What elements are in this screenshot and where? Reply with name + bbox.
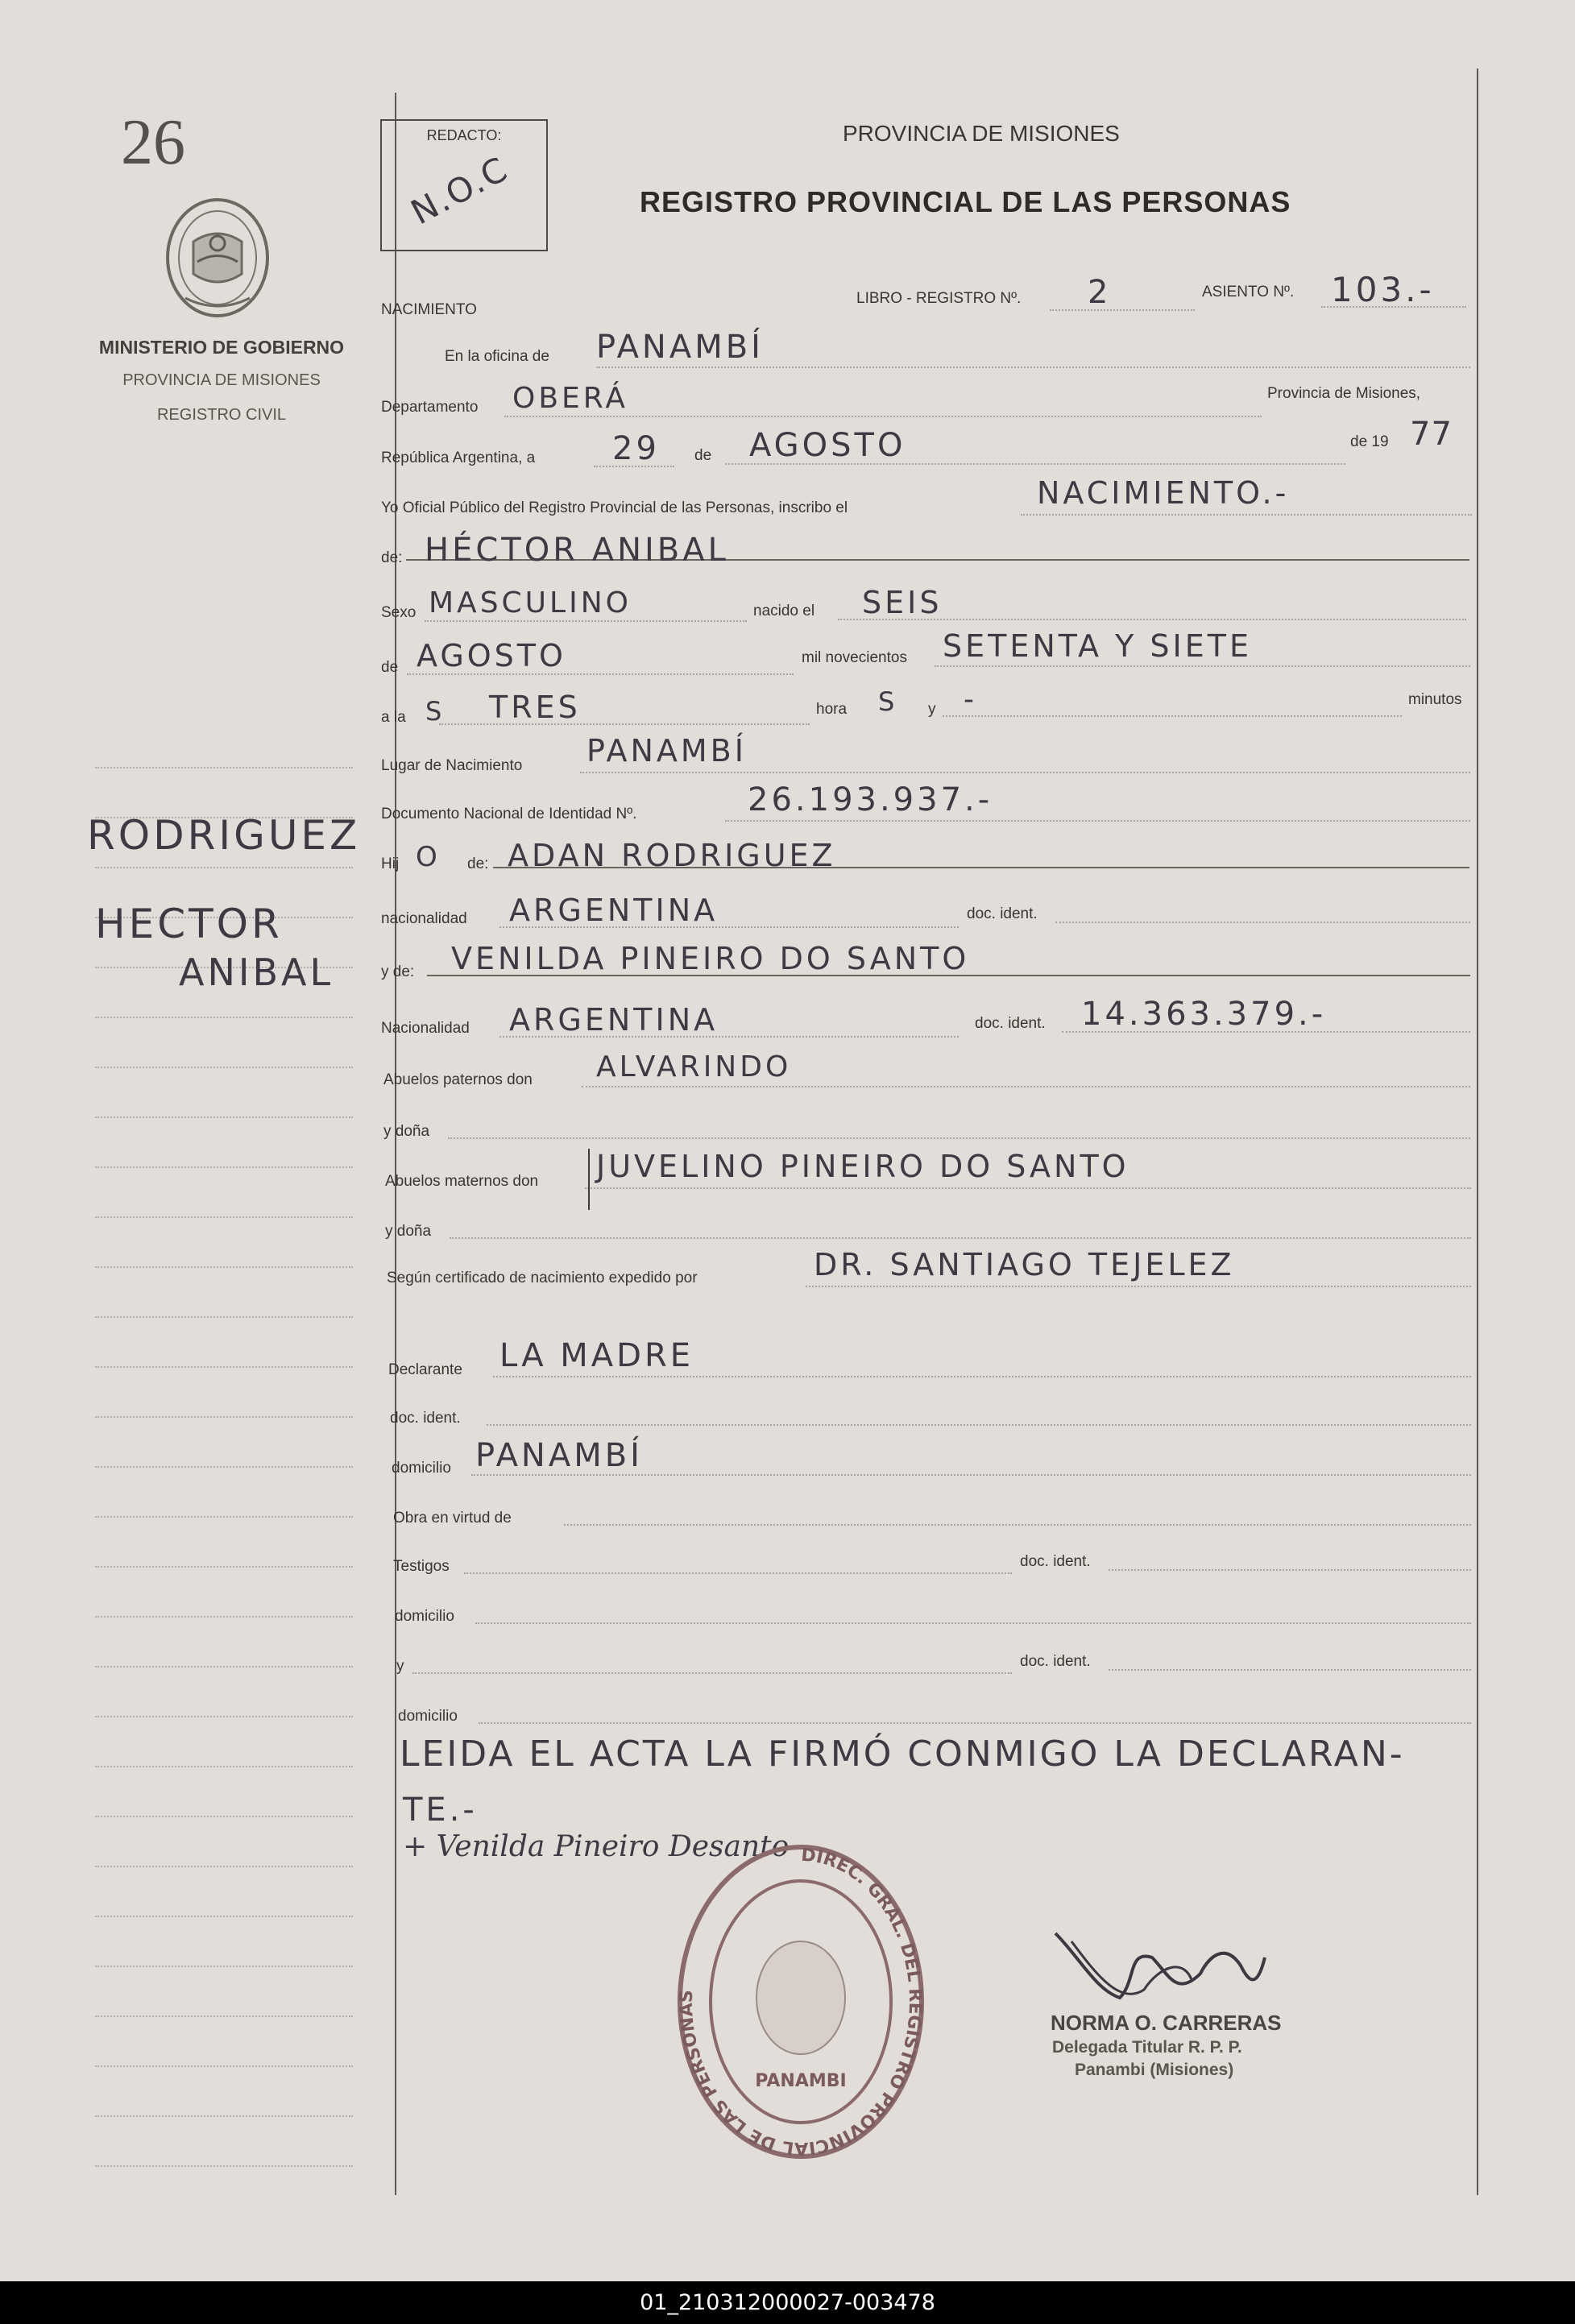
y-label: y [928, 701, 936, 718]
margin-dotted-line [95, 1816, 353, 1817]
madre-nacionalidad-label: Nacionalidad [381, 1020, 470, 1037]
declarant-signature: + Venilda Pineiro Desanto [403, 1830, 790, 1863]
dni-value: 26.193.937.- [748, 781, 993, 818]
margin-given-name-2: ANIBAL [179, 951, 334, 994]
margin-dotted-line [95, 2065, 353, 2067]
margin-given-name-1: HECTOR [95, 901, 283, 947]
stamp-center-text: PANAMBI [755, 2071, 847, 2091]
stamp-ring-text: DIREC. GRAL. DEL REGISTRO PROVINCIAL DE LAS PERSONAS [676, 1845, 926, 2159]
margin-dotted-line [95, 1116, 353, 1118]
mil-label: mil novecientos [802, 649, 907, 666]
right-border [1477, 68, 1478, 2195]
sexo-label: Sexo [381, 604, 417, 621]
y-de-label: y de: [381, 963, 415, 980]
coat-of-arms-seal-icon [161, 193, 274, 322]
alas-label: a la [381, 709, 406, 726]
oficina-label: En la oficina de [445, 348, 549, 365]
madre-doc-value: 14.363.379.- [1081, 996, 1327, 1033]
hijo-label: Hij [381, 855, 400, 872]
nombre-value: HÉCTOR ANIBAL [425, 532, 729, 569]
departamento-value: OBERÁ [512, 382, 628, 415]
oficina-value: PANAMBÍ [596, 329, 764, 366]
madre-nacionalidad-value: ARGENTINA [509, 1002, 719, 1038]
margin-dotted-line [95, 1067, 353, 1068]
redacto-box [380, 119, 548, 251]
certificado-label: Según certificado de nacimiento expedido por [387, 1270, 698, 1286]
horas-hand: S [878, 686, 898, 717]
minutos-label: minutos [1408, 691, 1462, 708]
margin-surname: RODRIGUEZ [87, 812, 361, 859]
declarante-value: LA MADRE [499, 1337, 694, 1374]
abuela-paterna-label: y doña [383, 1123, 430, 1140]
provincia-label: Provincia de Misiones, [1267, 385, 1421, 402]
margin-dotted-line [95, 1416, 353, 1418]
lugar-label: Lugar de Nacimiento [381, 757, 523, 774]
abuelos-paternos-label: Abuelos paternos don [383, 1071, 533, 1088]
testigo1-doc-ident-label: doc. ident. [1020, 1553, 1091, 1570]
margin-dotted-line [95, 867, 353, 868]
padre-doc-ident-label: doc. ident. [967, 905, 1038, 922]
margin-dotted-line [95, 1266, 353, 1268]
mil-value: SETENTA Y SIETE [943, 628, 1252, 664]
hijo-de-label: de: [467, 855, 489, 872]
horas-label: hora [816, 701, 848, 718]
nacido-label: nacido el [753, 603, 815, 619]
oficial-label: Yo Oficial Público del Registro Provincial de las Personas, inscribo el [381, 499, 848, 516]
testigo1-domicilio-label: domicilio [395, 1608, 454, 1625]
redacto-label: REDACTO: [426, 127, 502, 143]
official-stamp [664, 1837, 938, 2175]
official-signature [1047, 1909, 1273, 2022]
nac-mes-value: AGOSTO [417, 638, 566, 673]
obra-label: Obra en virtud de [393, 1510, 512, 1527]
de2-label: de [381, 659, 399, 676]
redacto-value: N.O.C [404, 148, 515, 233]
sexo-value: MASCULINO [429, 586, 632, 619]
departamento-label: Departamento [381, 399, 479, 416]
official-role: Delegada Titular R. P. P. [1052, 2038, 1242, 2057]
nacido-value: SEIS [862, 585, 943, 620]
margin-dotted-line [95, 1366, 353, 1368]
domicilio-value: PANAMBÍ [475, 1437, 643, 1474]
lugar-value: PANAMBÍ [586, 733, 747, 768]
abuelos-paternos-value: ALVARINDO [596, 1050, 792, 1083]
margin-dotted-line [95, 1316, 353, 1318]
hora-value: TRES [489, 690, 581, 725]
domicilio-label: domicilio [392, 1460, 451, 1477]
margin-dotted-line [95, 1516, 353, 1518]
margin-dotted-line [95, 1916, 353, 1917]
hijo-hand: O [416, 841, 441, 873]
de-name-label: de: [381, 549, 403, 566]
abuelos-maternos-label: Abuelos maternos don [385, 1173, 539, 1190]
republica-label: República Argentina, a [381, 449, 536, 466]
record-type-label: NACIMIENTO [381, 301, 477, 318]
testigo2-domicilio-label: domicilio [398, 1708, 458, 1725]
abuela-materna-label: y doña [385, 1223, 432, 1240]
certificado-value: DR. SANTIAGO TEJELEZ [814, 1247, 1235, 1282]
asiento-label: ASIENTO Nº. [1202, 284, 1295, 300]
dia-value: 29 [612, 430, 660, 467]
nacionalidad-label: nacionalidad [381, 910, 467, 927]
page-number: 26 [121, 107, 185, 178]
declarante-label: Declarante [388, 1361, 462, 1378]
margin-dotted-line [95, 1166, 353, 1168]
asiento-value: 103.- [1331, 270, 1435, 309]
testigos-label: Testigos [393, 1558, 450, 1575]
margin-dotted-line [95, 1716, 353, 1717]
margin-dotted-line [95, 2165, 353, 2167]
observation-line1: LEIDA EL ACTA LA FIRMÓ CONMIGO LA DECLARAN- [400, 1734, 1405, 1775]
alas-hand: S [425, 696, 446, 727]
margin-dotted-line [95, 1216, 353, 1218]
ministry-line1: MINISTERIO DE GOBIERNO [98, 337, 345, 358]
acto-value: NACIMIENTO.- [1037, 475, 1290, 511]
margin-dotted-line [95, 1566, 353, 1568]
anio-value: 77 [1410, 416, 1453, 453]
abuelos-maternos-value: JUVELINO PINEIRO DO SANTO [596, 1149, 1129, 1184]
dni-label: Documento Nacional de Identidad Nº. [381, 806, 637, 822]
margin-dotted-line [95, 2115, 353, 2117]
official-name: NORMA O. CARRERAS [1051, 2011, 1282, 2035]
margin-dotted-line [95, 1766, 353, 1767]
province-header: PROVINCIA DE MISIONES [843, 121, 1120, 146]
official-place: Panambi (Misiones) [1075, 2061, 1234, 2079]
testigo2-doc-ident-label: doc. ident. [1020, 1653, 1091, 1670]
image-filename-bar: 01_210312000027-003478 [0, 2281, 1575, 2324]
padre-value: ADAN RODRIGUEZ [508, 838, 836, 873]
testigo2-label: y [396, 1658, 404, 1675]
minutos-value: - [964, 683, 977, 716]
margin-dotted-line [95, 1666, 353, 1667]
anio-label: de 19 [1350, 433, 1389, 450]
registry-title: REGISTRO PROVINCIAL DE LAS PERSONAS [640, 185, 1291, 218]
margin-dotted-line [95, 1866, 353, 1867]
margin-dotted-line [95, 1966, 353, 1967]
ministry-line3: REGISTRO CIVIL [156, 406, 287, 424]
madre-value: VENILDA PINEIRO DO SANTO [451, 941, 970, 976]
libro-value: 2 [1088, 274, 1112, 311]
padre-nacionalidad-value: ARGENTINA [509, 893, 719, 928]
margin-dotted-line [95, 1017, 353, 1018]
ministry-line2: PROVINCIA DE MISIONES [122, 371, 321, 389]
margin-dotted-line [95, 1616, 353, 1618]
observation-line2: TE.- [403, 1792, 478, 1829]
de-label: de [694, 447, 712, 464]
libro-label: LIBRO - REGISTRO Nº. [856, 290, 1022, 307]
mes-value: AGOSTO [749, 427, 906, 464]
margin-dotted-line [95, 1466, 353, 1468]
margin-dotted-line [95, 2015, 353, 2017]
margin-dotted-line [95, 767, 353, 768]
declarante-doc-ident-label: doc. ident. [390, 1410, 461, 1427]
madre-doc-ident-label: doc. ident. [975, 1015, 1046, 1032]
